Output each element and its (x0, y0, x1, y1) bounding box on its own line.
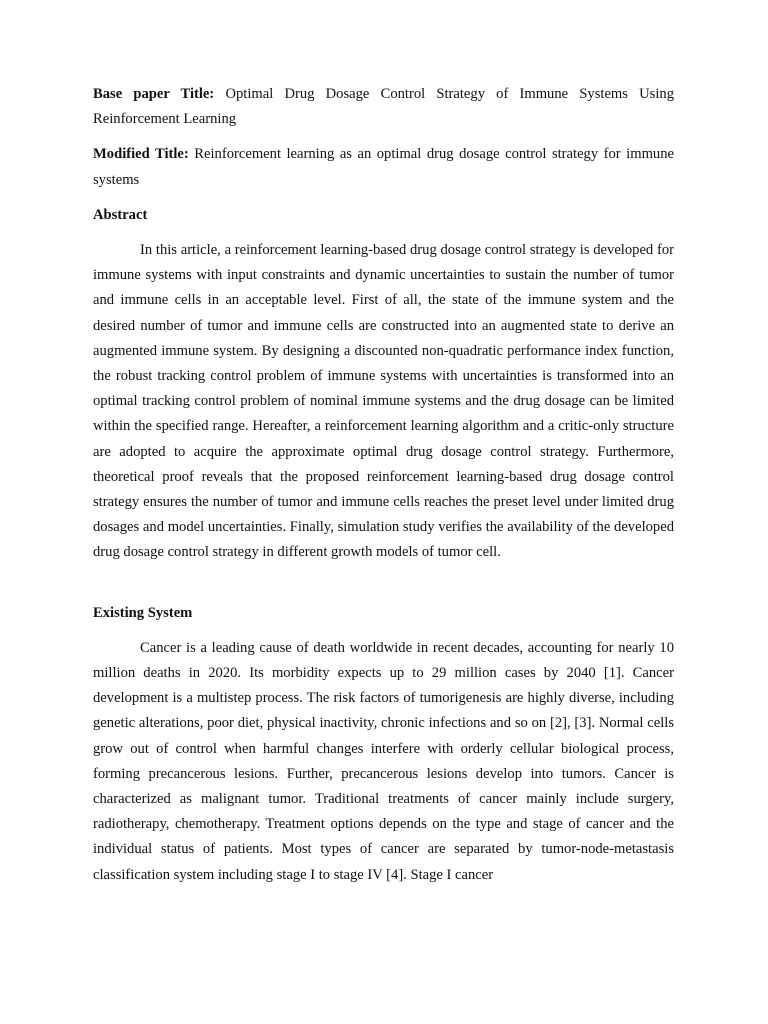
base-paper-title (93, 82, 674, 132)
existing-system-heading: Existing System (93, 604, 193, 621)
base-paper-title-text: Optimal Drug Dosage Control Strategy of Immune Systems Using Reinforcement Learning (93, 86, 675, 128)
modified-title-text: Reinforcement learning as an optimal drug dosage control strategy for immune systems (93, 146, 674, 188)
modified-title-block (93, 142, 674, 192)
abstract-heading: Abstract (93, 206, 148, 223)
base-paper-title-label: Base paper Title: (93, 86, 215, 102)
modified-title (93, 142, 674, 192)
abstract-paragraph: In this article, a reinforcement learning-based drug dosage control strategy is developed for immune systems with input constraints and dynamic uncertainties to sustain the number of tumor and immune cells in an acceptable level. First of all, the state of the immune system and the desired number of tumor and immune cells are constructed into an augmented state to derive an augmented immune system. By designing a discounted non-quadratic performance index function, the robust tracking control problem of immune systems with uncertainties is transformed into an optimal tracking control problem of nominal immune systems and the drug dosage can be limited within the specified range. Hereafter, a reinforcement learning algorithm and a critic-only structure are adopted to acquire the approximate optimal drug dosage control strategy. Furthermore, theoretical proof reveals that the proposed reinforcement learning-based drug dosage control strategy ensures the number of tumor and immune cells reaches the preset level under limited drug dosages and model uncertainties. Finally, simulation study verifies the availability of the developed drug dosage control strategy in different growth models of tumor cell. (93, 242, 674, 561)
document-page (93, 82, 674, 888)
existing-system-paragraph: Cancer is a leading cause of death worldwide in recent decades, accounting for nearly 10 million deaths in 2020. Its morbidity expects up to 29 million cases by 2040 [1]. Cancer development is a multistep process. The risk factors of tumorigenesis are highly diverse, including genetic alterations, poor diet, physical inactivity, chronic infections and so on [2], [3]. Normal cells grow out of control when harmful changes interfere with orderly cellular biological process, forming precancerous lesions. Further, precancerous lesions develop into tumors. Cancer is characterized as malignant tumor. Traditional treatments of cancer mainly include surgery, radiotherapy, chemotherapy. Treatment options depends on the type and stage of cancer and the individual status of patients. Most types of cancer are separated by tumor-node-metastasis classification system including stage I to stage IV [4]. Stage I cancer (93, 639, 674, 883)
section-spacer (93, 566, 674, 601)
base-paper-title-block (93, 82, 674, 132)
modified-title-label: Modified Title: (93, 146, 189, 163)
